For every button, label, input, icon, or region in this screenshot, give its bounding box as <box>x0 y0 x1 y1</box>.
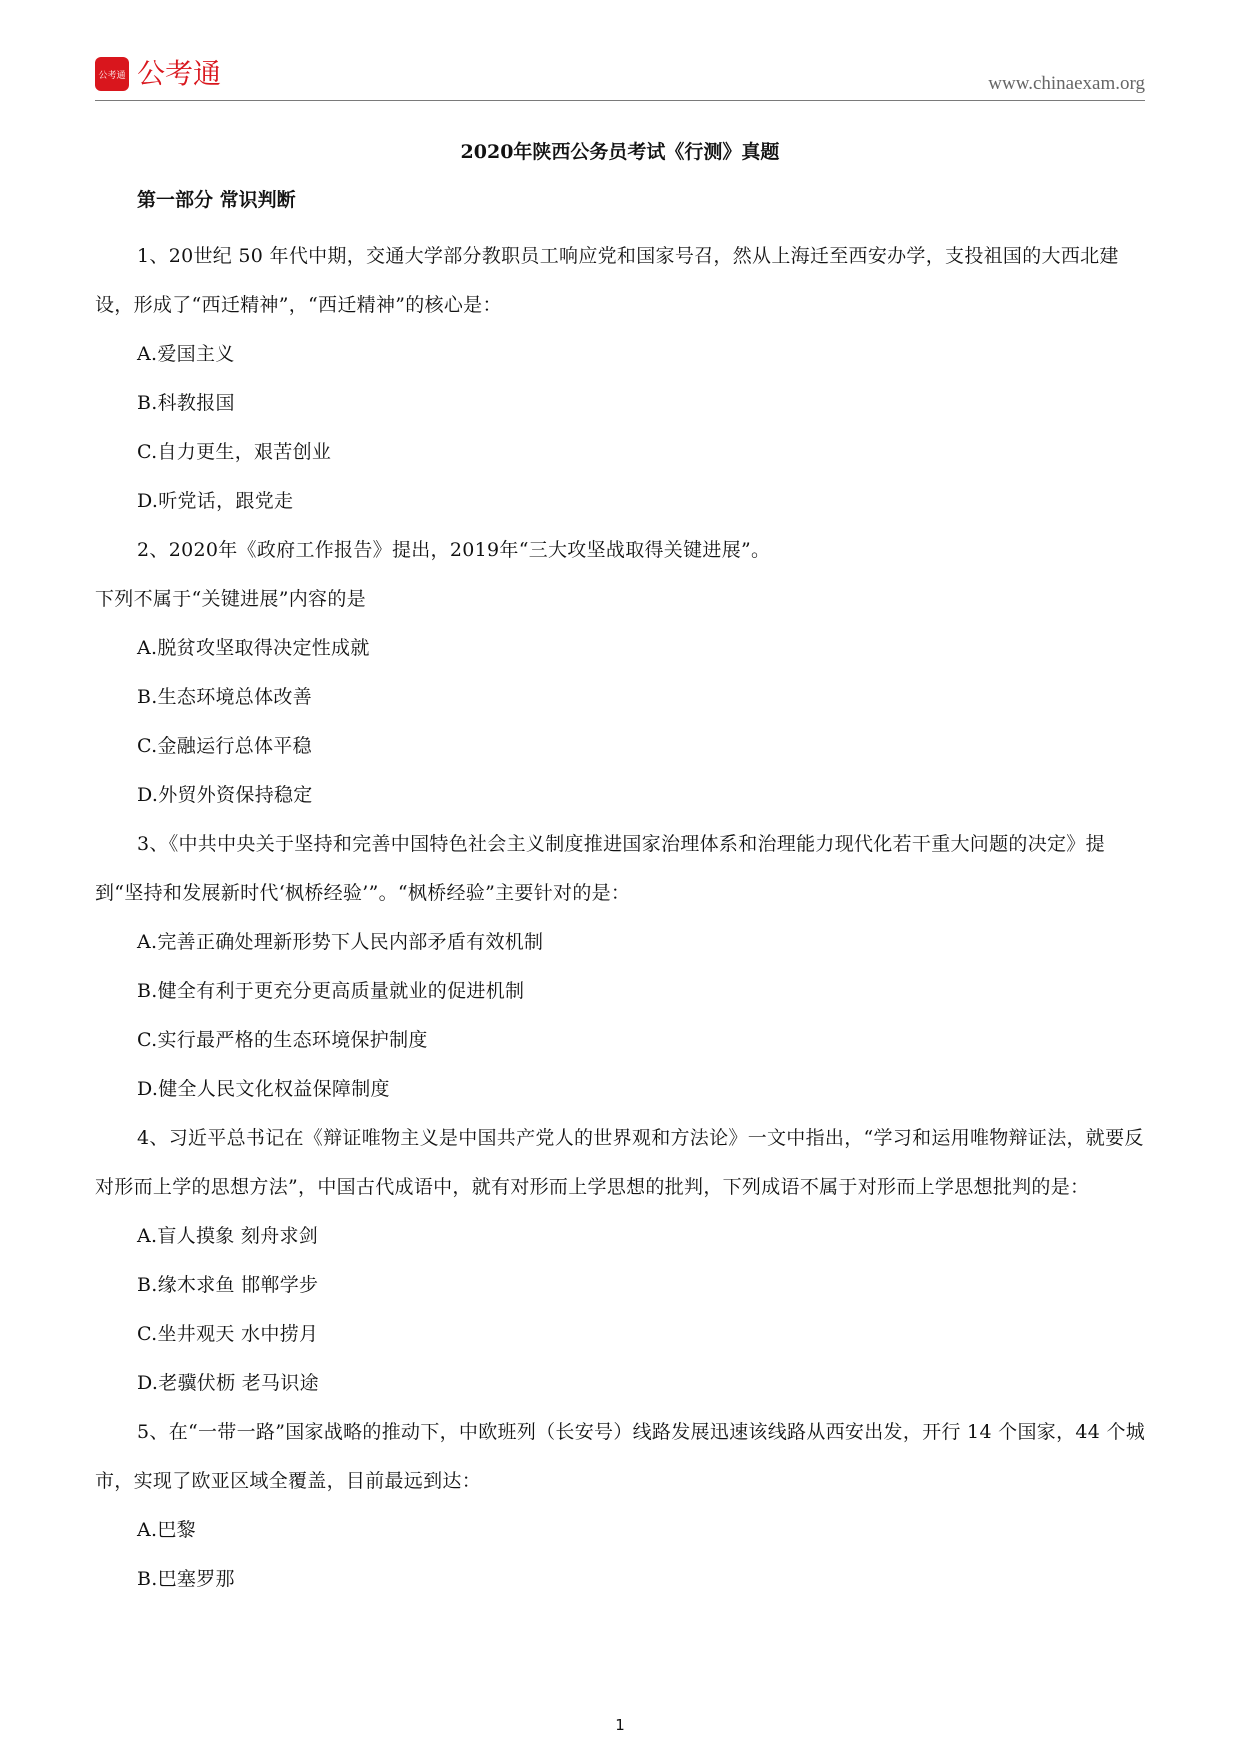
logo-text: 公考通 <box>137 57 222 90</box>
option: D.老骥伏枥 老马识途 <box>137 1372 319 1394</box>
option: B.巴塞罗那 <box>137 1568 235 1590</box>
question-text: 4、习近平总书记在《辩证唯物主义是中国共产党人的世界观和方法论》一文中指出，“学习和运用唯物辩证法，就要反对形而上学的思想方法”，中国古代成语中，就有对形而上学思想的批判，下列成语不属于对形而上学思想批判的是： <box>95 1127 1144 1198</box>
option: D.外贸外资保持稳定 <box>137 784 313 806</box>
question-text: 2、2020年《政府工作报告》提出，2019年“三大攻坚战取得关键进展”。 <box>137 539 771 561</box>
option: D.听党话，跟党走 <box>137 490 294 512</box>
option: C.坐井观天 水中捞月 <box>137 1323 319 1345</box>
option: B.科教报国 <box>137 392 235 414</box>
logo-badge-text: 公考通 <box>98 70 126 81</box>
question-text: 5、在“一带一路”国家战略的推动下，中欧班列（长安号）线路发展迅速该线路从西安出发，开行 14 个国家，44 个城市，实现了欧亚区域全覆盖，目前最远到达： <box>95 1421 1146 1492</box>
option: D.健全人民文化权益保障制度 <box>137 1078 390 1100</box>
option: B.缘木求鱼 邯郸学步 <box>137 1274 319 1296</box>
option: B.健全有利于更充分更高质量就业的促进机制 <box>137 980 525 1002</box>
logo-badge <box>95 57 129 91</box>
option: A.脱贫攻坚取得决定性成就 <box>137 637 370 659</box>
header-divider <box>95 100 1145 101</box>
question-list <box>95 232 1153 1604</box>
option: A.完善正确处理新形势下人民内部矛盾有效机制 <box>137 931 544 953</box>
question-text: 3、《中共中央关于坚持和完善中国特色社会主义制度推进国家治理体系和治理能力现代化若干重大问题的决定》提到“坚持和发展新时代‘枫桥经验’”。“枫桥经验”主要针对的是： <box>95 833 1105 904</box>
section-heading: 第一部分 常识判断 <box>137 189 296 211</box>
page-header <box>95 55 1145 101</box>
question-text-continued: 下列不属于“关键进展”内容的是 <box>95 588 366 610</box>
question-text: 1、20世纪 50 年代中期，交通大学部分教职员工响应党和国家号召，然从上海迁至西安办学，支投祖国的大西北建设，形成了“西迁精神”，“西迁精神”的核心是： <box>95 245 1119 316</box>
option: B.生态环境总体改善 <box>137 686 313 708</box>
option: A.巴黎 <box>137 1519 196 1541</box>
option: C.实行最严格的生态环境保护制度 <box>137 1029 428 1051</box>
option: A.盲人摸象 刻舟求剑 <box>137 1225 319 1247</box>
page-number: 1 <box>615 1716 625 1734</box>
option: C.自力更生，艰苦创业 <box>137 441 332 463</box>
document-title: 2020年陕西公务员考试《行测》真题 <box>460 141 780 163</box>
site-url[interactable]: www.chinaexam.org <box>988 73 1145 94</box>
option: A.爱国主义 <box>137 343 235 365</box>
option: C.金融运行总体平稳 <box>137 735 312 757</box>
